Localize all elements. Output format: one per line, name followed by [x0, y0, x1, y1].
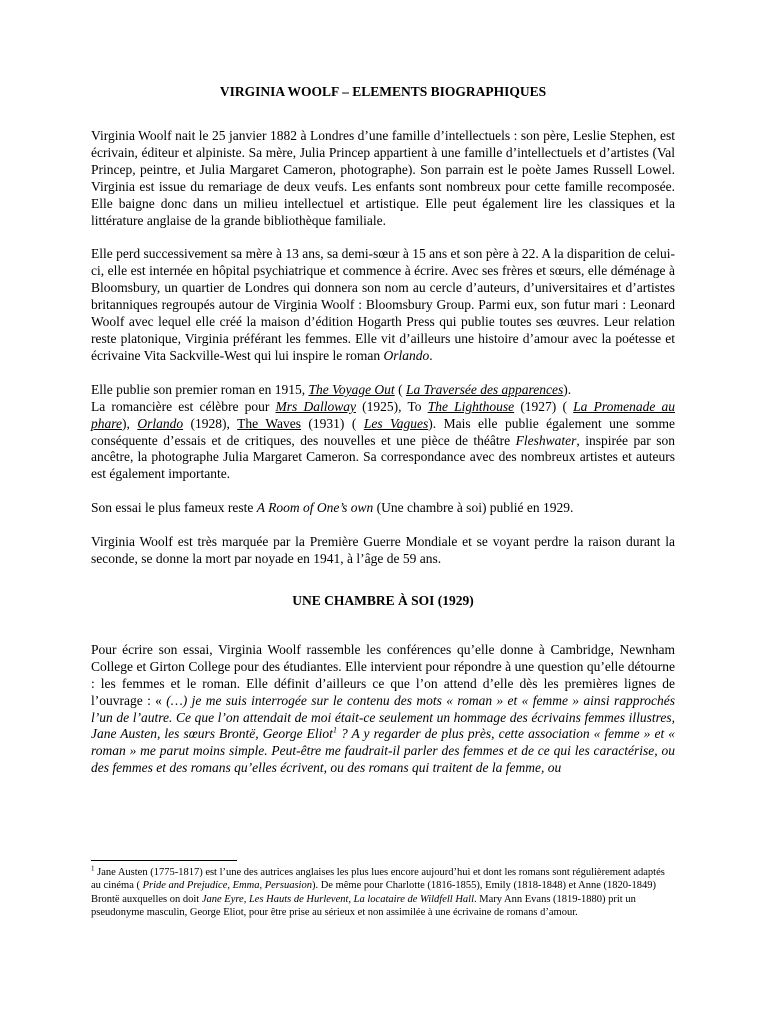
paragraph-death: Virginia Woolf est très marquée par la Première Guerre Mondiale et se voyant perdre la raison durant la seconde, se donne la mort par noyade en 1941, à l’âge de 59 ans. [91, 534, 675, 567]
footnote-divider [91, 860, 237, 861]
link-orlando[interactable]: Orlando [137, 415, 184, 431]
link-les-vagues[interactable]: Les Vagues [363, 415, 429, 431]
paragraph-essay: Son essai le plus fameux reste A Room of One’s own (Une chambre à soi) publié en 1929. [91, 500, 574, 516]
footnote-titles-bronte: Jane Eyre, Les Hauts de Hurlevent, La locataire de Wildfell Hall [201, 893, 474, 905]
link-promenade[interactable]: La Promenade au phare [91, 398, 675, 431]
paragraph-first-novel: Elle publie son premier roman en 1915, The Voyage Out ( La Traversée des apparences). [91, 381, 572, 397]
document-page [91, 84, 675, 777]
link-mrs-dalloway[interactable]: Mrs Dalloway [275, 398, 356, 414]
link-traversee[interactable]: La Traversée des apparences [405, 381, 564, 397]
footnote-number: 1 [91, 864, 95, 873]
paragraph-essay-intro: Pour écrire son essai, Virginia Woolf rassemble les conférences qu’elle donne à Cambridge, Newnham College et Girton College pour des étudiantes. Elle intervient pour répondre à une question qu’elle détourne : les femmes et le roman. Elle définit d’ailleurs ce que l’on attend d’elle dès les premières lignes de l’ouvrage : « (…) je me suis interrogée sur le contenu des mots « roman » et « femme » ainsi rapprochés l’un de l’autre. Ce que l’on attendait de moi était-ce seulement un hommage des écrivains femmes illustres, Jane Austen, les sœurs Brontë, George Eliot$^1$ ? A y regarder de plus près, cette association « femme » et « roman » me parut moins simple. Peut-être me faudrait-il parler des femmes et de ce qui les caractérise, ou des femmes et des romans qu’elles écrivent, ou des romans qui traitent de la femme, ou [91, 641, 675, 776]
section-heading: UNE CHAMBRE À SOI (1929) [292, 592, 474, 608]
link-voyage-out[interactable]: The Voyage Out [308, 381, 395, 397]
page-title: VIRGINIA WOOLF – ELEMENTS BIOGRAPHIQUES [219, 84, 547, 99]
quote-part-1: (…) je me suis interrogée sur le contenu des mots « roman » et « femme » ainsi rapprochés l’un de l’autre. Ce que l’on attendait de moi était-ce seulement un hommage des écrivains femmes illustres, Jane Austen, les sœurs Brontë, George Eliot [91, 692, 675, 742]
paragraph-text: Elle perd successivement sa mère à 13 ans, sa demi-sœur à 15 ans et son père à 22. A la disparition de celui-ci, elle est internée en hôpital psychiatrique et commence à écrire. Avec ses frères et sœurs, elle déménage à Bloomsbury, un quartier de Londres qui donnera son nom au cercle d’auteurs, d’universitaires et d’artistes britanniques regroupés autour de Virginia Woolf : Bloomsbury Group. Parmi eux, son futur mari : Leonard Woolf avec lequel elle créé la maison d’édition Hogarth Press qui publie toutes ses œuvres. Leur relation reste platonique, Virginia préférant les femmes. Elle vit d’ailleurs une histoire d’amour avec la poétesse et écrivaine Vita Sackville-West qui lui inspire le roman [91, 246, 675, 363]
paragraph-biography-2: Elle perd successivement sa mère à 13 ans, sa demi-sœur à 15 ans et son père à 22. A la disparition de celui-ci, elle est internée en hôpital psychiatrique et commence à écrire. Avec ses frères et sœurs, elle déménage à Bloomsbury, un quartier de Londres qui donnera son nom au cercle d’auteurs, d’universitaires et d’artistes britanniques regroupés autour de Virginia Woolf : Bloomsbury Group. Parmi eux, son futur mari : Leonard Woolf avec lequel elle créé la maison d’édition Hogarth Press qui publie toutes ses œuvres. Leur relation reste platonique, Virginia préférant les femmes. Elle vit d’ailleurs une histoire d’amour avec la poétesse et écrivaine Vita Sackville-West qui lui inspire le roman Orlando. [91, 246, 675, 363]
footnote: $^1$ Jane Austen (1775-1817) est l’une des autrices anglaises les plus lues encore aujourd’hui et dont les romans sont régulièrement adaptés au cinéma ( Pride and Prejudice, Emma, Persuasion). De même pour Charlotte (1816-1855), Emily (1818-1848) et Anne (1820-1849) Brontë auxquelles on doit Jane Eyre, Les Hauts de Hurlevent, La locataire de Wildfell Hall. Mary Ann Evans (1819-1880) prit un pseudonyme masculin, George Eliot, pour être prise au sérieux et non assimilée à une écrivaine de romans d’amour. [91, 864, 665, 919]
title-orlando: Orlando [383, 347, 430, 363]
link-lighthouse[interactable]: The Lighthouse [427, 398, 515, 414]
paragraph-biography-1: Virginia Woolf nait le 25 janvier 1882 à Londres d’une famille d’intellectuels : son père, Leslie Stephen, est écrivain, éditeur et alpiniste. Sa mère, Julia Princep appartient à une famille d’intellectuels et d’artistes (Val Princep, peintre, et Julia Margaret Cameron, photographe). Son parrain est le poète James Russell Lowel. Virginia est issue du remariage de deux veufs. Les enfants sont nombreux pour cette famille recomposée. Elle baigne donc dans un milieu intellectuel et artistique. Elle peut également lire les classiques et la littérature anglaise de la grande bibliothèque familiale. [91, 128, 675, 228]
quote-part-2: ? A y regarder de plus près, cette association « femme » et « roman » me parut moins simple. Peut-être me faudrait-il parler des femmes et de ce qui les caractérise, ou des femmes et des romans qu’elles écrivent, ou des romans qui traitent de la femme, ou [91, 726, 675, 776]
footnote-reference: 1 [332, 725, 337, 735]
link-the-waves[interactable]: The Waves [237, 415, 301, 431]
title-room-of-ones-own: A Room of One’s own [256, 500, 374, 516]
paragraph-works: La romancière est célèbre pour Mrs Dalloway (1925), To The Lighthouse (1927) ( La Promenade au phare), Orlando (1928), The Waves (1931) ( Les Vagues). Mais elle publie également une somme conséquente d’essais et de critiques, des nouvelles et une pièce de théâtre Fleshwater, inspirée par son ancêtre, la photographe Julia Margaret Cameron. Sa correspondance avec des nombreux artistes et auteurs est également importante. [91, 398, 676, 482]
footnote-titles-austen: Pride and Prejudice, Emma, Persuasion [142, 880, 312, 892]
title-fleshwater: Fleshwater [515, 432, 577, 448]
